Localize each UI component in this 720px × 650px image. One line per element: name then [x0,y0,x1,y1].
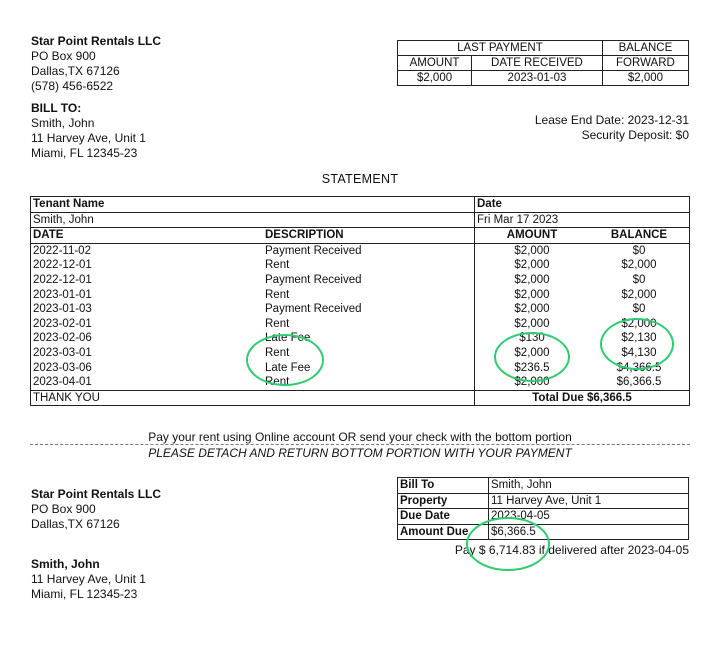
balance-forward-value: $2,000 [602,71,688,86]
annotation-circle-amount [494,332,570,382]
row-balance: $0 [632,244,646,257]
row-amount: $2,000 [475,302,590,317]
row-balance: $2,130 [621,332,657,345]
balance-forward-header-2: FORWARD [602,56,688,71]
detach-divider [30,444,690,445]
row-description: Late Fee [265,332,311,345]
total-due: Total Due $6,366.5 [475,390,690,406]
row-amount: $2,000 [475,273,590,288]
row-date: 2023-03-06 [33,361,92,374]
row-date: 2022-12-01 [33,259,92,272]
thank-you-text: THANK YOU [33,391,100,404]
bill-to-address1: 11 Harvey Ave, Unit 1 [31,131,146,145]
statement-row [31,346,690,361]
row-date: 2022-12-01 [33,273,92,286]
security-deposit: Security Deposit: $0 [581,128,689,142]
remit-due-date-label: Due Date [398,509,489,525]
statement-row [31,361,690,376]
company-address-line1: PO Box 900 [31,49,96,63]
remit-bill-to-label: Bill To [398,478,489,494]
row-amount: $2,000 [475,317,590,332]
annotation-circle-amount-due [466,517,550,571]
statement-date-label: Date [475,197,690,213]
statement-title: STATEMENT [321,172,399,186]
col-header-balance: BALANCE [610,229,668,242]
row-date: 2023-01-03 [33,303,92,316]
annotation-circle-balance [600,318,674,370]
row-description: Rent [265,376,290,389]
row-date: 2023-02-06 [33,332,92,345]
tenant-name-label: Tenant Name [33,198,105,210]
annotation-circle-description [246,334,324,386]
last-payment-header: LAST PAYMENT [398,41,603,56]
row-date: 2023-03-01 [33,346,92,359]
statement-table [30,196,690,406]
row-description: Rent [265,346,290,359]
row-balance: $4,130 [621,346,657,359]
row-description: Payment Received [265,303,362,316]
statement-row [31,317,690,332]
last-payment-amount: $2,000 [398,71,472,86]
last-payment-date: 2023-01-03 [472,71,603,86]
detach-instructions: PLEASE DETACH AND RETURN BOTTOM PORTION WITH YOUR PAYMENT [148,446,572,460]
remit-property-value: 11 Harvey Ave, Unit 1 [489,493,689,509]
statement-row [31,273,690,288]
row-amount: $2,000 [475,346,590,361]
bill-to-block [31,101,146,161]
statement-date-value: Fri Mar 17 2023 [475,212,690,228]
lease-end-date: Lease End Date: 2023-12-31 [534,113,689,127]
last-payment-date-label: DATE RECEIVED [472,56,603,71]
row-amount: $130 [475,331,590,346]
row-balance: $4,366.5 [616,361,662,374]
statement-row [31,302,690,317]
row-balance: $0 [632,273,646,286]
company-block [31,34,161,94]
row-balance: $2,000 [621,288,657,301]
payment-instructions: Pay your rent using Online account OR send your check with the bottom portion [148,430,572,444]
row-date: 2023-04-01 [33,376,92,389]
statement-row [31,288,690,303]
bill-to-label: BILL TO: [31,101,82,115]
row-balance: $2,000 [621,259,657,272]
last-payment-table [397,40,689,86]
lease-info [535,113,689,143]
row-date: 2022-11-02 [33,244,91,257]
remit-property-label: Property [398,493,489,509]
remit-company-address1: PO Box 900 [31,502,96,516]
row-description: Payment Received [265,273,362,286]
late-payment-note: Pay $ 6,714.83 if delivered after 2023-04-05 [454,543,689,557]
row-description: Late Fee [265,361,311,374]
statement-row [31,375,690,390]
row-amount: $236.5 [475,361,590,376]
statement-row [31,258,690,273]
balance-forward-header-1: BALANCE [602,41,688,56]
row-amount: $2,000 [475,243,590,258]
row-amount: $2,000 [475,288,590,303]
row-description: Payment Received [265,244,362,257]
remit-company-name: Star Point Rentals LLC [31,487,162,501]
remit-due-date-value: 2023-04-05 [489,509,689,525]
remit-amount-due-value: $6,366.5 [489,524,689,540]
row-description: Rent [265,259,290,272]
remit-bill-to-value: Smith, John [489,478,689,494]
company-phone: (578) 456-6522 [31,79,114,93]
remit-company-address2: Dallas,TX 67126 [31,517,120,531]
remit-tenant-block [31,557,146,602]
bill-to-name: Smith, John [31,116,95,130]
row-amount: $2,000 [475,375,590,390]
remit-tenant-address1: 11 Harvey Ave, Unit 1 [31,572,146,586]
row-balance: $2,000 [621,317,657,330]
row-balance: $0 [632,303,646,316]
remit-tenant-name: Smith, John [31,557,100,571]
statement-row [31,331,690,346]
statement-row [31,243,690,258]
statement-rows [31,243,690,390]
company-name: Star Point Rentals LLC [31,34,162,48]
col-header-amount: AMOUNT [475,228,590,244]
company-address-line2: Dallas,TX 67126 [31,64,120,78]
row-description: Rent [265,317,290,330]
row-description: Rent [265,288,290,301]
row-date: 2023-02-01 [33,317,92,330]
row-amount: $2,000 [475,258,590,273]
row-balance: $6,366.5 [616,376,662,389]
last-payment-amount-label: AMOUNT [398,56,472,71]
remit-amount-due-label: Amount Due [398,524,489,540]
row-date: 2023-01-01 [33,288,92,301]
tenant-name-value: Smith, John [33,213,94,226]
col-header-description: DESCRIPTION [265,229,344,242]
bill-to-address2: Miami, FL 12345-23 [31,146,138,160]
remit-tenant-address2: Miami, FL 12345-23 [31,587,138,601]
remit-company-block [31,487,161,532]
col-header-date: DATE [33,229,64,242]
